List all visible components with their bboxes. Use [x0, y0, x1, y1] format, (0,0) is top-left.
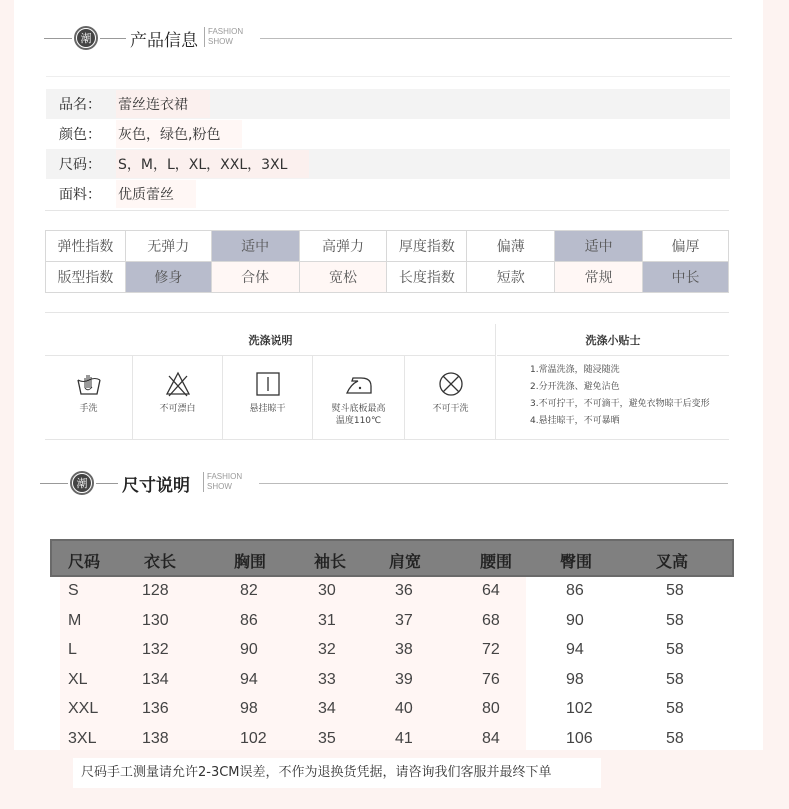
wash-item-no-dry-clean	[405, 356, 496, 440]
size-cell: 94	[240, 670, 258, 688]
show-word: SHOW	[207, 482, 232, 491]
size-table-body	[50, 577, 734, 755]
header-line-mid	[100, 38, 126, 39]
info-value: S，M，L，XL，XXL，3XL	[116, 150, 309, 178]
wash-item-hang-dry	[223, 356, 313, 440]
size-cell: 94	[566, 641, 584, 659]
wash-item-hand-wash	[45, 356, 133, 440]
fashion-show-tag	[203, 472, 242, 492]
size-cell: 72	[482, 641, 500, 659]
grid-cell-selected: 修身	[125, 262, 211, 293]
info-row-name	[46, 89, 730, 119]
wash-label: 不可干洗	[432, 404, 469, 414]
wash-label	[313, 403, 404, 427]
info-key: 尺码：	[59, 157, 101, 173]
size-cell: M	[68, 611, 82, 629]
size-cell: 128	[142, 582, 169, 599]
size-cell: 64	[482, 582, 500, 599]
divider	[45, 210, 729, 211]
info-row-color	[46, 119, 730, 149]
size-cell: 31	[318, 611, 336, 629]
fit-row	[46, 262, 729, 293]
size-row	[50, 636, 734, 666]
size-cell: 34	[318, 700, 336, 718]
size-cell: 39	[395, 670, 413, 688]
grid-label: 弹性指数	[46, 231, 126, 262]
header-line-mid	[96, 483, 118, 484]
size-cell: 58	[666, 641, 684, 659]
size-cell: 76	[482, 670, 500, 688]
size-cell: 90	[240, 641, 258, 659]
size-cell: 58	[666, 582, 684, 599]
size-cell: 138	[142, 729, 169, 747]
grid-cell: 常规	[555, 262, 643, 293]
header-line-left	[40, 483, 68, 484]
size-cell: 3XL	[68, 729, 97, 747]
size-cell: 80	[482, 700, 500, 718]
grid-cell-selected: 中长	[643, 262, 729, 293]
size-row	[50, 577, 734, 607]
elasticity-row	[46, 231, 729, 262]
size-table-header	[50, 539, 734, 577]
right-edge-band	[763, 0, 789, 809]
product-info-header	[44, 24, 732, 54]
info-key: 面料：	[59, 187, 101, 203]
info-value: 优质蕾丝	[116, 180, 196, 208]
product-info-block	[46, 76, 730, 210]
wash-label: 不可漂白	[159, 404, 196, 414]
header-line-right	[260, 38, 732, 39]
grid-cell-selected: 适中	[555, 231, 643, 262]
tip-item: 2.分开洗涤、避免沾色	[530, 382, 620, 392]
grid-cell: 短款	[467, 262, 555, 293]
show-word: SHOW	[208, 37, 233, 46]
size-cell: 84	[482, 729, 500, 747]
size-cell: 134	[142, 670, 169, 688]
chao-badge-icon	[74, 26, 98, 50]
tips-title: 洗涤小贴士	[585, 334, 641, 347]
header-line-right	[259, 483, 728, 484]
wash-tips-panel	[497, 324, 729, 440]
size-cell: 58	[666, 670, 684, 688]
info-row-fabric	[46, 179, 730, 209]
badge-text: 潮	[73, 474, 91, 492]
size-row	[50, 695, 734, 725]
wash-label: 手洗	[79, 404, 98, 414]
size-cell: 102	[566, 700, 593, 718]
tip-item: 3.不可拧干，不可滴干，避免衣物晾干后变形	[530, 399, 710, 409]
grid-label: 版型指数	[46, 262, 126, 293]
info-key: 颜色：	[59, 127, 101, 143]
wash-panel	[45, 324, 496, 440]
tip-item: 4.悬挂晾干，不可暴晒	[530, 416, 620, 426]
size-cell: 58	[666, 700, 684, 718]
hand-wash-icon	[75, 370, 103, 398]
grid-label: 长度指数	[387, 262, 467, 293]
section-title: 尺寸说明	[122, 476, 190, 496]
size-cell: 68	[482, 611, 500, 629]
size-cell: 90	[566, 611, 584, 629]
wash-item-iron	[313, 356, 405, 440]
size-cell: 130	[142, 611, 169, 629]
size-cell: 136	[142, 700, 169, 718]
size-cell: 102	[240, 729, 267, 747]
col-header: 尺码	[68, 552, 101, 571]
hang-dry-icon	[254, 370, 282, 398]
col-header: 肩宽	[389, 552, 422, 571]
size-cell: 82	[240, 582, 258, 599]
iron-icon	[345, 370, 373, 398]
fashion-word: FASHION	[208, 27, 244, 36]
size-cell: 35	[318, 729, 336, 747]
size-cell: 37	[395, 611, 413, 629]
tips-list	[530, 362, 710, 430]
size-info-header	[40, 469, 728, 499]
info-key: 品名：	[59, 97, 101, 113]
chao-badge-icon	[70, 471, 94, 495]
grid-cell: 高弹力	[299, 231, 387, 262]
size-cell: XL	[68, 670, 88, 688]
grid-cell: 无弹力	[125, 231, 211, 262]
wash-item-no-bleach	[133, 356, 223, 440]
col-header: 腰围	[480, 552, 513, 571]
iron-label-line-1: 熨斗底板最高	[331, 404, 386, 414]
col-header: 臀围	[560, 552, 593, 571]
no-dry-clean-icon	[437, 370, 465, 398]
size-cell: XXL	[68, 700, 99, 718]
wash-label: 悬挂晾干	[249, 404, 286, 414]
size-cell: 86	[240, 611, 258, 629]
size-cell: 36	[395, 582, 413, 599]
divider	[45, 312, 729, 313]
grid-cell: 宽松	[299, 262, 387, 293]
no-bleach-icon	[164, 370, 192, 398]
header-line-left	[44, 38, 72, 39]
size-cell: S	[68, 582, 79, 599]
divider	[497, 355, 729, 356]
col-header: 袖长	[314, 552, 347, 571]
size-cell: 98	[240, 700, 258, 718]
grid-cell: 合体	[211, 262, 299, 293]
grid-label: 厚度指数	[387, 231, 467, 262]
size-cell: 40	[395, 700, 413, 718]
size-cell: 30	[318, 582, 336, 599]
grid-cell: 偏厚	[643, 231, 729, 262]
index-grid	[45, 230, 729, 293]
size-cell: 33	[318, 670, 336, 688]
left-edge-band	[0, 0, 14, 809]
col-header: 衣长	[144, 552, 177, 571]
wash-instructions	[45, 324, 729, 440]
info-value: 灰色，绿色,粉色	[116, 120, 242, 148]
fashion-word: FASHION	[207, 472, 243, 481]
size-cell: 86	[566, 582, 584, 599]
tip-item: 1.常温洗涤，随浸随洗	[530, 365, 620, 375]
size-row	[50, 666, 734, 696]
measurement-note: 尺码手工测量请允许2-3CM误差，不作为退换货凭据，请咨询我们客服并最终下单	[73, 758, 601, 788]
size-cell: 98	[566, 670, 584, 688]
size-cell: 58	[666, 611, 684, 629]
size-table	[50, 539, 734, 755]
size-cell: 106	[566, 729, 593, 747]
wash-title: 洗涤说明	[248, 334, 293, 347]
col-header: 胸围	[234, 552, 267, 571]
col-header: 叉高	[656, 552, 689, 571]
size-cell: 41	[395, 729, 413, 747]
info-row-size	[46, 149, 730, 179]
size-cell: 58	[666, 729, 684, 747]
size-cell: 32	[318, 641, 336, 659]
section-title: 产品信息	[130, 31, 198, 51]
iron-label-line-2: 温度110℃	[335, 416, 382, 426]
info-value: 蕾丝连衣裙	[116, 90, 210, 118]
fashion-show-tag	[204, 27, 243, 47]
badge-text: 潮	[77, 29, 95, 47]
size-cell: 38	[395, 641, 413, 659]
size-row	[50, 607, 734, 637]
grid-cell: 偏薄	[467, 231, 555, 262]
size-cell: L	[68, 641, 77, 659]
size-cell: 132	[142, 641, 169, 659]
grid-cell-selected: 适中	[211, 231, 299, 262]
